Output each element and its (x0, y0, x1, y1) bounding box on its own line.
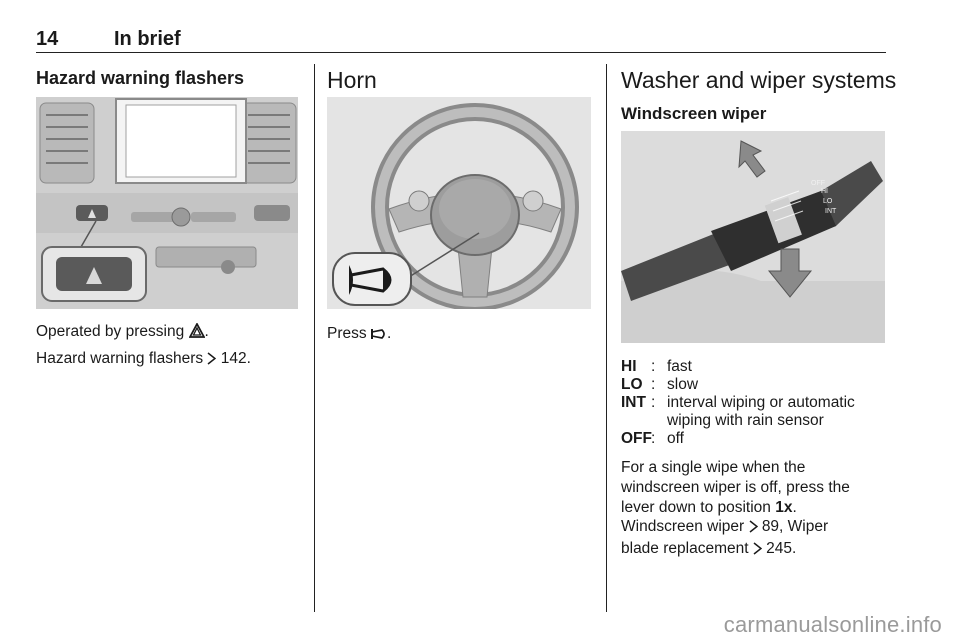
definition-row: LO : slow (621, 376, 699, 393)
lever-label-hi: HI (821, 188, 828, 195)
washer-title: Washer and wiper systems (621, 67, 897, 93)
hazard-text (36, 322, 300, 371)
definition-row: OFF : off (621, 430, 684, 447)
wiper-lever-figure (621, 131, 885, 343)
page-ref-arrow-icon (753, 541, 762, 561)
page-header (36, 28, 886, 53)
page-number: 14 (36, 28, 59, 50)
hazard-reference-line: Hazard warning flashers 142. (36, 349, 300, 371)
lever-label-lo: LO (823, 198, 833, 205)
section-title: In brief (114, 28, 181, 50)
column-divider-2 (606, 64, 607, 612)
hazard-ref-page[interactable]: 142. (220, 350, 251, 367)
horn-press-line: Press . (327, 324, 391, 346)
lever-label-int: INT (825, 208, 837, 215)
hazard-figure (36, 97, 298, 309)
hazard-operated-line: Operated by pressing . (36, 322, 300, 344)
windscreen-wiper-subtitle: Windscreen wiper (621, 104, 767, 123)
page-ref-arrow-icon (749, 519, 758, 539)
wiper-ref-page-2[interactable]: 245. (766, 540, 797, 557)
watermark: carmanualsonline.info (723, 612, 942, 637)
horn-icon (371, 326, 387, 346)
page-ref-arrow-icon (207, 351, 216, 371)
single-wipe-paragraph: For a single wipe when the windscreen wiper is off, press the lever down to position 1x. (621, 459, 850, 516)
definition-row: INT : interval wiping or automatic wiping with rain sensor (621, 394, 855, 429)
hazard-title: Hazard warning flashers (36, 68, 245, 88)
horn-figure (327, 97, 591, 309)
hazard-column (36, 64, 300, 89)
hazard-triangle-icon (189, 323, 205, 344)
column-divider-1 (314, 64, 315, 612)
wiper-ref-page-1[interactable]: 89, Wiper (761, 518, 829, 535)
wiper-references: Windscreen wiper 89, Wiper blade replacement 245. (621, 517, 871, 561)
wiper-definitions (621, 358, 882, 448)
definition-row: HI : fast (621, 358, 692, 375)
horn-title: Horn (327, 67, 377, 93)
lever-label-off: OFF (811, 180, 825, 187)
